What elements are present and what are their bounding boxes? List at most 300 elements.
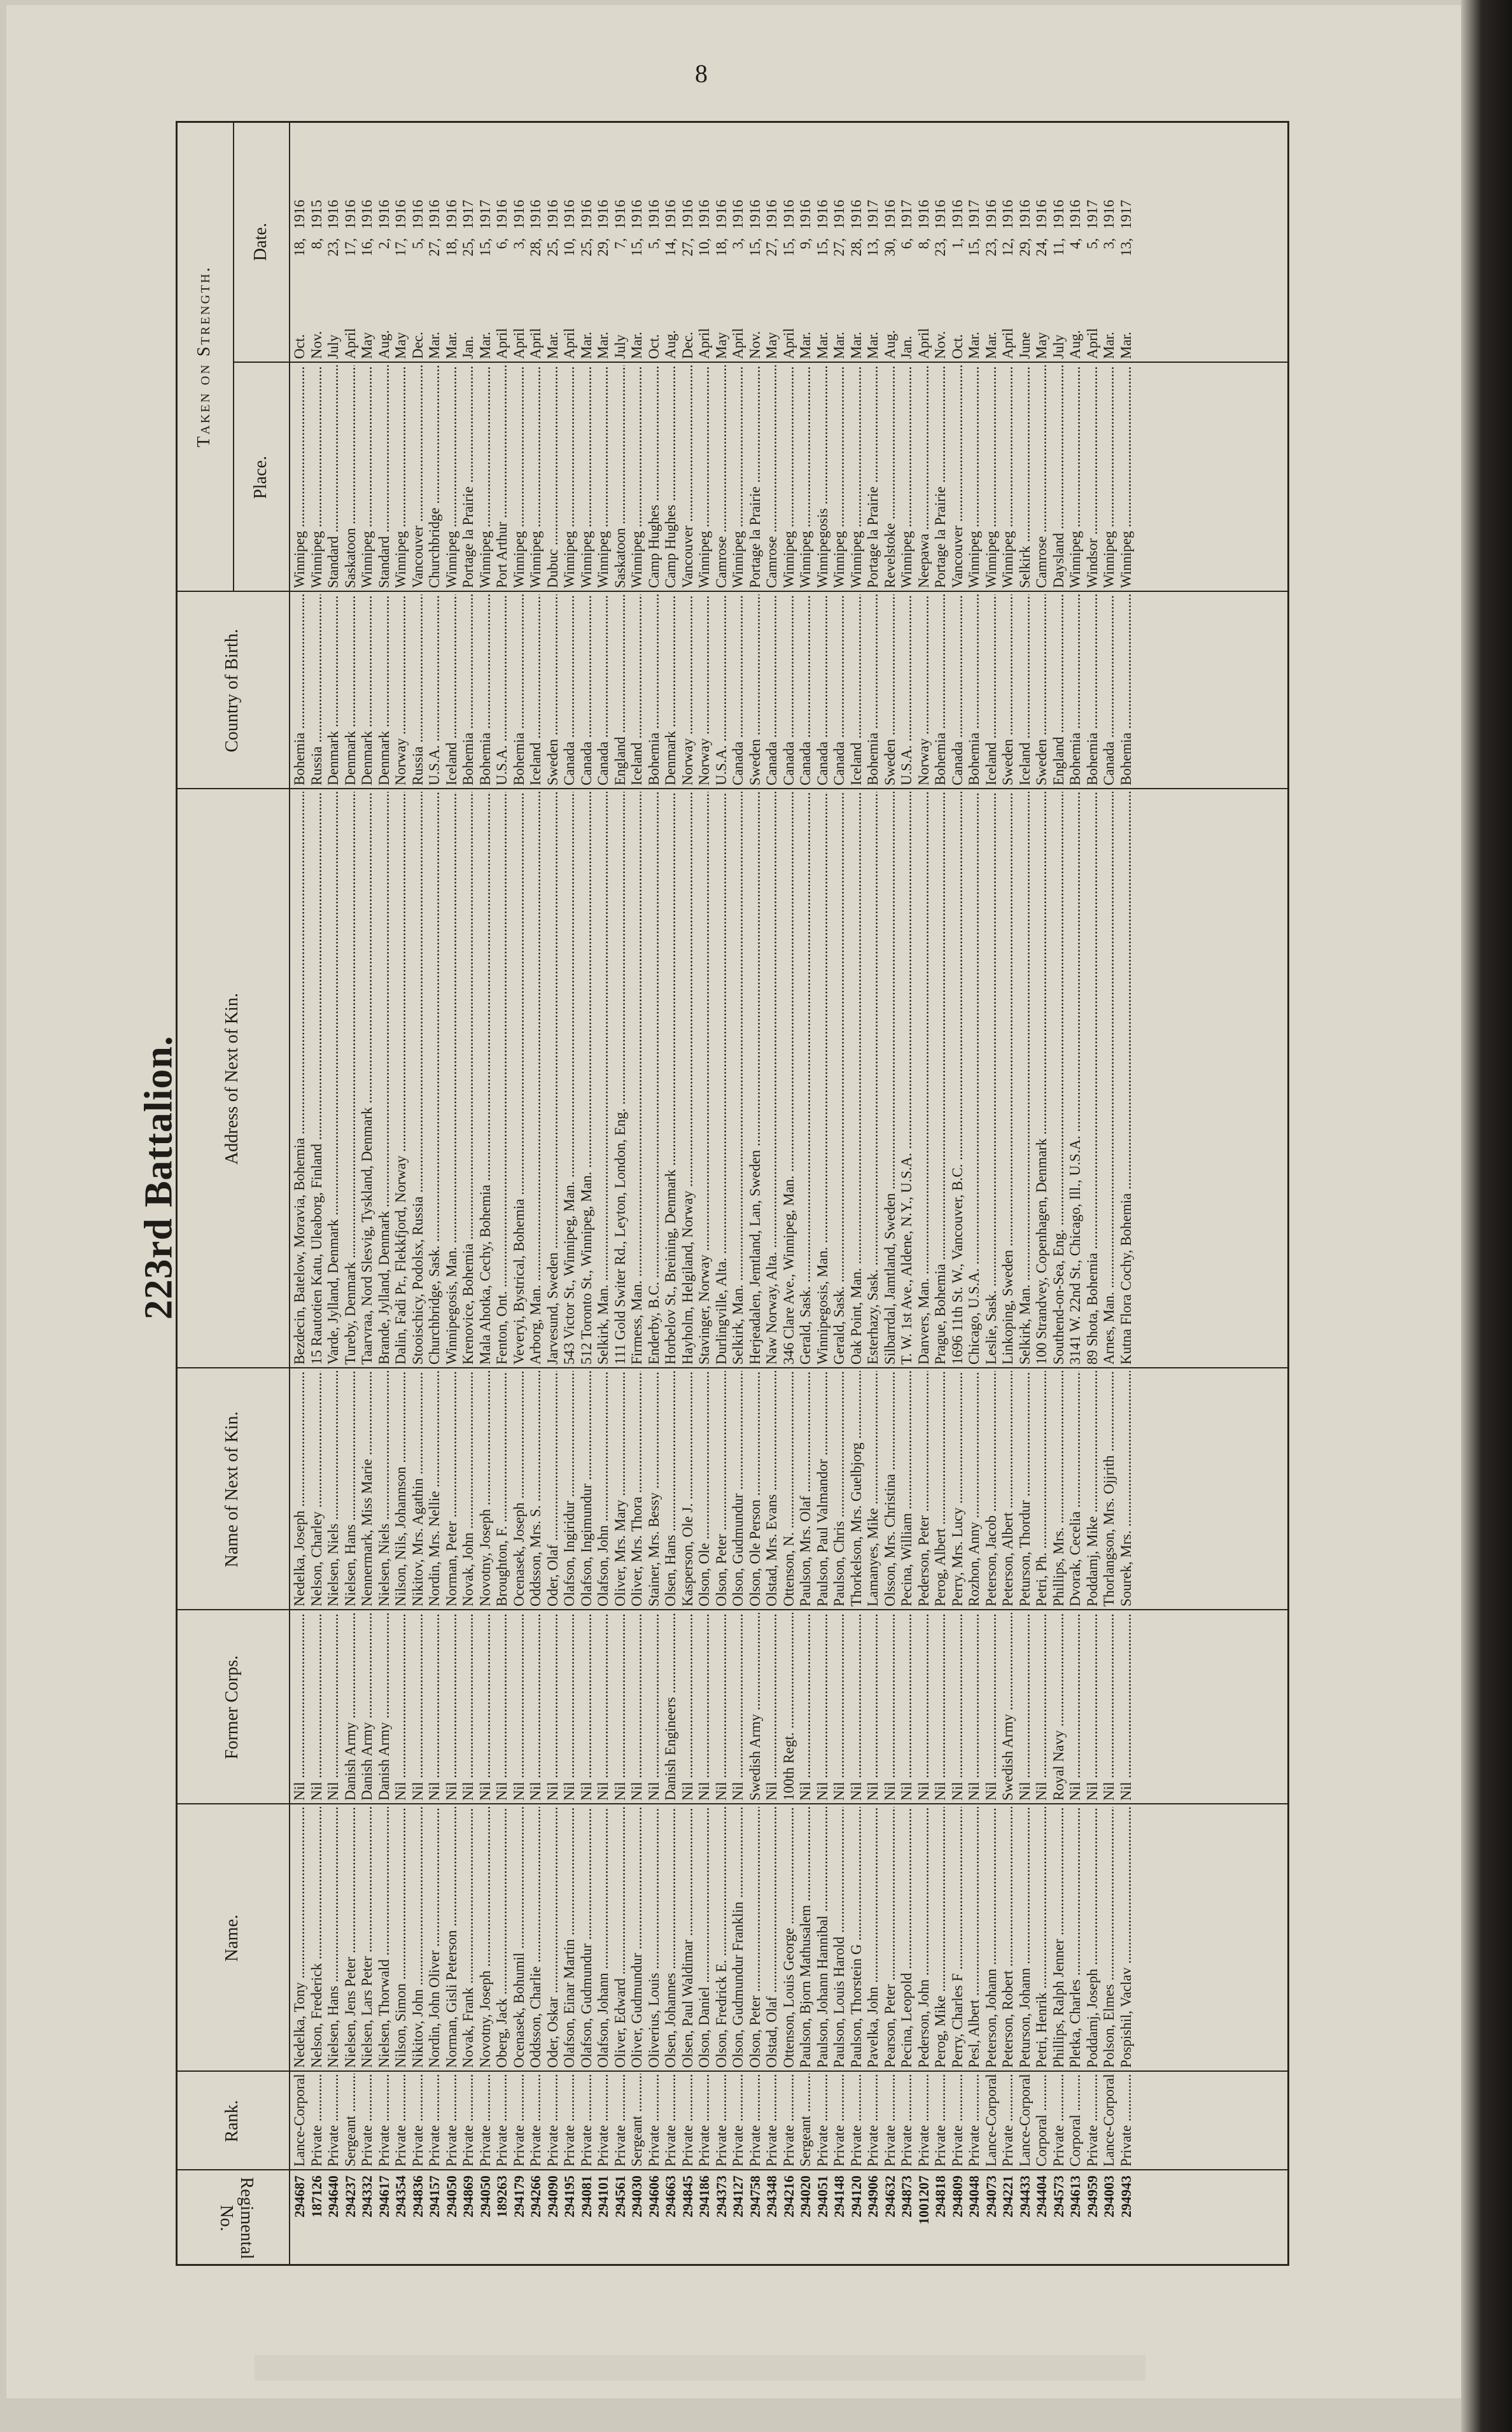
- cell-name: Pesl, Albert .....: [966, 1807, 983, 2068]
- cell-rank: Lance-Corporal .....: [1101, 2074, 1118, 2167]
- table-row: [916, 121, 933, 2266]
- cell-place: Winnipeg .....: [528, 365, 545, 588]
- cell-corps: Nil .....: [983, 1613, 1000, 1801]
- cell-year: 1916: [578, 200, 594, 229]
- table-row: [426, 121, 444, 2266]
- cell-name: Novotny, Joseph .....: [477, 1807, 494, 2068]
- cell-country: Russia .....: [309, 594, 326, 785]
- cell-year: 1916: [426, 200, 442, 229]
- cell-address: Herjeadalen, Jemtland, Lan, Sweden .....: [747, 792, 764, 1365]
- table-row: [932, 121, 949, 2266]
- table-row: [494, 121, 511, 2266]
- cell-country: Denmark .....: [359, 594, 376, 785]
- cell-year: 1916: [510, 200, 527, 229]
- table-row: [528, 121, 545, 2266]
- cell-country: U.S.A. .....: [713, 594, 731, 785]
- cell-kin: Oddsson, Mrs. S. .....: [528, 1371, 545, 1606]
- cell-address: Gerald, Sask. .....: [831, 792, 848, 1365]
- cell-month: Aug.: [1067, 330, 1083, 359]
- cell-corps: Nil .....: [528, 1613, 545, 1801]
- cell-name: Olson, Gudmundur Franklin .....: [730, 1807, 747, 2068]
- cell-kin: Olafson, John .....: [595, 1371, 612, 1606]
- cell-corps: Nil .....: [949, 1613, 967, 1801]
- cell-year: 1916: [1050, 200, 1067, 229]
- cell-name: Peterson, Robert .....: [1000, 1807, 1017, 2068]
- cell-country: Norway .....: [680, 594, 697, 785]
- header-regimental-no: Regimental No.: [216, 2177, 257, 2260]
- cell-day: 5,: [1084, 238, 1100, 250]
- cell-corps: Nil .....: [309, 1613, 326, 1801]
- cell-place: Vancouver .....: [949, 365, 967, 588]
- cell-place: Neepawa .....: [916, 365, 933, 588]
- cell-day: 24,: [1033, 238, 1049, 257]
- cell-country: Iceland .....: [983, 594, 1000, 785]
- cell-place: Winnipeg .....: [595, 365, 612, 588]
- header-rank: Rank.: [221, 2100, 242, 2142]
- cell-name: Paulson, Thorstein G .....: [848, 1807, 865, 2068]
- cell-month: April: [1084, 328, 1100, 359]
- cell-year: 1916: [1000, 200, 1016, 229]
- cell-month: Mar.: [578, 332, 594, 359]
- cell-corps: Nil .....: [460, 1613, 477, 1801]
- cell-rank: Private .....: [865, 2074, 882, 2167]
- table-row: [764, 121, 781, 2266]
- cell-country: Canada .....: [730, 594, 747, 785]
- cell-kin: Ottenson, N. .....: [781, 1371, 798, 1606]
- cell-month: April: [494, 328, 510, 359]
- cell-no: 294186: [696, 2175, 712, 2218]
- cell-name: Nielsen, Lars Peter .....: [359, 1807, 376, 2068]
- cell-year: 1916: [1101, 200, 1117, 229]
- cell-kin: Dvorak, Cecelia .....: [1067, 1371, 1084, 1606]
- cell-no: 294081: [578, 2175, 594, 2218]
- cell-name: Olsen, Paul Waldimar .....: [680, 1807, 697, 2068]
- page-smudge: [255, 2355, 1145, 2380]
- cell-country: Bohemia .....: [511, 594, 528, 785]
- cell-address: Selkirk, Man. .....: [730, 792, 747, 1365]
- cell-address: 1696 11th St. W., Vancouver, B.C. .....: [949, 792, 967, 1365]
- cell-month: May: [393, 332, 409, 359]
- cell-name: Oliver, Gudmundur .....: [629, 1807, 646, 2068]
- cell-address: 512 Toronto St., Winnipeg, Man. .....: [578, 792, 596, 1365]
- cell-corps: Nil .....: [1084, 1613, 1102, 1801]
- cell-year: 1916: [932, 200, 948, 229]
- table-row: [393, 121, 410, 2266]
- cell-name: Oliverius, Louis .....: [646, 1807, 663, 2068]
- cell-corps: Nil .....: [646, 1613, 663, 1801]
- cell-rank: Private .....: [444, 2074, 461, 2167]
- cell-rank: Sergeant .....: [797, 2074, 815, 2167]
- table-row: [747, 121, 764, 2266]
- cell-name: Petri, Henrik .....: [1033, 1807, 1051, 2068]
- cell-kin: Norman, Peter .....: [444, 1371, 461, 1606]
- cell-name: Olson, Daniel .....: [696, 1807, 713, 2068]
- cell-place: Camrose .....: [713, 365, 731, 588]
- cell-rank: Sergeant .....: [629, 2074, 646, 2167]
- cell-month: July: [1050, 334, 1067, 359]
- cell-kin: Nelson, Charley .....: [309, 1371, 326, 1606]
- cell-month: May: [713, 332, 729, 359]
- cell-month: Nov.: [308, 331, 325, 359]
- cell-rank: Private .....: [376, 2074, 393, 2167]
- cell-name: Phillips, Ralph Jenner .....: [1051, 1807, 1068, 2068]
- table-row: [899, 121, 916, 2266]
- cell-no: 294943: [1117, 2175, 1134, 2218]
- table-row: [612, 121, 629, 2266]
- cell-name: Nedelka, Tony .....: [291, 1807, 309, 2068]
- cell-corps: Nil .....: [730, 1613, 747, 1801]
- cell-month: Nov.: [746, 331, 763, 359]
- table-row: [730, 121, 747, 2266]
- table-row: [561, 121, 578, 2266]
- cell-month: Mar.: [797, 332, 813, 359]
- table-row: [629, 121, 646, 2266]
- table-row: [410, 121, 427, 2266]
- cell-address: Brande, Jylland, Denmark .....: [376, 792, 393, 1365]
- cell-place: Winnipeg .....: [629, 365, 646, 588]
- table-row: [545, 121, 562, 2266]
- cell-name: Olafson, Gudmundur .....: [578, 1807, 596, 2068]
- cell-month: Mar.: [595, 332, 611, 359]
- cell-country: Bohemia .....: [1084, 594, 1102, 785]
- cell-kin: Oliver, Mrs. Thora .....: [629, 1371, 646, 1606]
- cell-rank: Private .....: [1000, 2074, 1017, 2167]
- cell-kin: Olson, Ole Person .....: [747, 1371, 764, 1606]
- cell-corps: Nil .....: [713, 1613, 731, 1801]
- cell-rank: Private .....: [882, 2074, 899, 2167]
- table-row: [359, 121, 376, 2266]
- cell-corps: Nil .....: [797, 1613, 815, 1801]
- cell-month: May: [764, 332, 780, 359]
- cell-month: Jan.: [899, 335, 914, 359]
- cell-no: 294836: [409, 2175, 426, 2218]
- cell-place: Winnipeg .....: [1118, 365, 1135, 588]
- cell-name: Pletka, Charles .....: [1067, 1807, 1084, 2068]
- cell-address: Jarvesund, Sweden .....: [545, 792, 562, 1365]
- table-row: [797, 121, 815, 2266]
- cell-kin: Nielsen, Niels .....: [325, 1371, 342, 1606]
- cell-country: Canada .....: [949, 594, 967, 785]
- cell-address: Arborg, Man. .....: [528, 792, 545, 1365]
- cell-name: Peterson, Johann .....: [983, 1807, 1000, 2068]
- cell-corps: Swedish Army .....: [1000, 1613, 1017, 1801]
- cell-year: 1916: [679, 200, 696, 229]
- cell-year: 1916: [780, 200, 797, 229]
- cell-rank: Private .....: [916, 2074, 933, 2167]
- cell-place: Windsor .....: [1084, 365, 1102, 588]
- cell-corps: Swedish Army .....: [747, 1613, 764, 1801]
- cell-address: 15 Rautotien Katu, Uleaborg, Finland .....: [309, 792, 326, 1365]
- cell-country: Norway .....: [696, 594, 713, 785]
- cell-corps: Nil .....: [916, 1613, 933, 1801]
- cell-year: 1916: [291, 200, 307, 229]
- cell-month: Mar.: [1101, 332, 1117, 359]
- cell-address: Bezdecin, Batelow, Moravia, Bohemia .....: [291, 792, 309, 1365]
- cell-rank: Private .....: [1084, 2074, 1102, 2167]
- cell-month: July: [325, 334, 341, 359]
- cell-day: 5,: [645, 238, 662, 250]
- cell-place: Portage la Prairie .....: [460, 365, 477, 588]
- cell-corps: Nil .....: [477, 1613, 494, 1801]
- cell-no: 294758: [746, 2175, 763, 2218]
- cell-day: 25,: [544, 238, 561, 257]
- cell-place: Winnipeg .....: [561, 365, 578, 588]
- cell-country: Denmark .....: [325, 594, 342, 785]
- cell-name: Oliver, Edward .....: [612, 1807, 629, 2068]
- cell-place: Winnipeg .....: [291, 365, 309, 588]
- cell-no: 294354: [393, 2175, 409, 2218]
- cell-rank: Private .....: [1051, 2074, 1068, 2167]
- cell-address: Fenton, Ont. .....: [494, 792, 511, 1365]
- table-row: [1033, 121, 1051, 2266]
- cell-year: 1916: [629, 200, 645, 229]
- cell-no: 294221: [1000, 2175, 1016, 2218]
- cell-country: Iceland .....: [528, 594, 545, 785]
- cell-year: 1916: [443, 200, 459, 229]
- cell-address: Varde, Jylland, Denmark .....: [325, 792, 342, 1365]
- cell-kin: Peterson, Jacob .....: [983, 1371, 1000, 1606]
- cell-year: 1916: [730, 200, 746, 229]
- cell-year: 1916: [342, 200, 358, 229]
- table-row: [815, 121, 832, 2266]
- cell-rank: Private .....: [1118, 2074, 1135, 2167]
- cell-year: 1916: [544, 200, 561, 229]
- header-date: Date.: [250, 223, 270, 261]
- cell-country: Bohemia .....: [1067, 594, 1084, 785]
- cell-year: 1917: [966, 200, 982, 229]
- cell-address: Winnipegosis, Man. .....: [444, 792, 461, 1365]
- cell-kin: Thorkelson, Mrs. Guelbjorg .....: [848, 1371, 865, 1606]
- cell-no: 294906: [865, 2175, 881, 2218]
- cell-name: Oddsson, Charlie .....: [528, 1807, 545, 2068]
- cell-name: Olstad, Olaf .....: [764, 1807, 781, 2068]
- cell-corps: Nil .....: [578, 1613, 596, 1801]
- cell-rank: Private .....: [848, 2074, 865, 2167]
- cell-month: Mar.: [426, 332, 442, 359]
- cell-no: 294003: [1101, 2175, 1117, 2218]
- cell-rank: Private .....: [309, 2074, 326, 2167]
- cell-kin: Perry, Mrs. Lucy .....: [949, 1371, 967, 1606]
- cell-kin: Peterson, Albert .....: [1000, 1371, 1017, 1606]
- cell-place: Winnipeg .....: [730, 365, 747, 588]
- cell-name: Perog, Mike .....: [932, 1807, 949, 2068]
- cell-year: 1916: [764, 200, 780, 229]
- cell-rank: Private .....: [696, 2074, 713, 2167]
- cell-name: Pavelka, John .....: [865, 1807, 882, 2068]
- table-row: [696, 121, 713, 2266]
- cell-country: Canada .....: [1101, 594, 1118, 785]
- cell-day: 25,: [460, 238, 476, 257]
- cell-day: 18,: [713, 238, 729, 257]
- cell-place: Winnipeg .....: [511, 365, 528, 588]
- cell-rank: Private .....: [578, 2074, 596, 2167]
- cell-name: Polson, Elmes .....: [1101, 1807, 1118, 2068]
- cell-month: Dec.: [409, 332, 426, 359]
- cell-day: 23,: [325, 238, 341, 257]
- cell-kin: Paulson, Mrs. Olaf .....: [797, 1371, 815, 1606]
- cell-address: Stooischicy, Podolsx, Russia .....: [410, 792, 427, 1365]
- cell-corps: Nil .....: [1017, 1613, 1034, 1801]
- cell-kin: Oder, Olaf .....: [545, 1371, 562, 1606]
- cell-day: 28,: [528, 238, 543, 257]
- cell-name: Norman, Gisli Peterson .....: [444, 1807, 461, 2068]
- cell-corps: Nil .....: [561, 1613, 578, 1801]
- cell-month: Mar.: [814, 332, 830, 359]
- table-row: [444, 121, 461, 2266]
- cell-place: Port Arthur .....: [494, 365, 511, 588]
- cell-rank: Private .....: [494, 2074, 511, 2167]
- cell-name: Peturson, Johann .....: [1017, 1807, 1034, 2068]
- cell-country: Iceland .....: [444, 594, 461, 785]
- cell-day: 11,: [1050, 238, 1067, 256]
- cell-month: Aug.: [375, 330, 392, 359]
- cell-address: Hayholm, Helgiland, Norway .....: [680, 792, 697, 1365]
- cell-name: Nielsen, Hans .....: [325, 1807, 342, 2068]
- cell-address: 111 Gold Switer Rd., Leyton, London, Eng. .....: [612, 792, 629, 1365]
- cell-corps: Nil .....: [545, 1613, 562, 1801]
- cell-year: 1916: [949, 200, 965, 229]
- cell-name: Oder, Oskar .....: [545, 1807, 562, 2068]
- cell-month: April: [561, 328, 577, 359]
- cell-address: Silbarrdal, Jamtland, Sweden .....: [882, 792, 899, 1365]
- cell-month: Dec.: [679, 332, 696, 359]
- cell-country: Iceland .....: [1017, 594, 1034, 785]
- cell-place: Camp Hughes .....: [646, 365, 663, 588]
- cell-corps: Nil .....: [831, 1613, 848, 1801]
- cell-year: 1917: [865, 200, 881, 229]
- cell-name: Pederson, John .....: [916, 1807, 933, 2068]
- page-number: 8: [695, 59, 708, 88]
- table-row: [662, 121, 680, 2266]
- cell-year: 1917: [1117, 200, 1134, 229]
- cell-place: Saskatoon .....: [342, 365, 360, 588]
- cell-name: Pospishil, Vaclav .....: [1118, 1807, 1135, 2068]
- cell-day: 15,: [966, 238, 982, 257]
- cell-rank: Lance-Corporal .....: [983, 2074, 1000, 2167]
- cell-rank: Private .....: [511, 2074, 528, 2167]
- cell-kin: Phillips, Mrs. .....: [1051, 1371, 1068, 1606]
- cell-year: 1916: [797, 200, 813, 229]
- cell-rank: Private .....: [764, 2074, 781, 2167]
- cell-month: April: [915, 328, 932, 359]
- cell-country: Canada .....: [595, 594, 612, 785]
- cell-corps: Nil .....: [325, 1613, 342, 1801]
- cell-kin: Paulson, Chris .....: [831, 1371, 848, 1606]
- cell-place: Selkirk .....: [1017, 365, 1034, 588]
- cell-day: 15,: [629, 238, 645, 257]
- cell-address: Krenovice, Bohemia .....: [460, 792, 477, 1365]
- cell-month: April: [1000, 328, 1016, 359]
- cell-day: 27,: [764, 238, 780, 257]
- cell-kin: Poddamj, Mike .....: [1084, 1371, 1102, 1606]
- cell-country: Sweden .....: [882, 594, 899, 785]
- cell-year: 1916: [528, 200, 543, 229]
- cell-rank: Private .....: [359, 2074, 376, 2167]
- cell-kin: Ocenasek, Joseph .....: [511, 1371, 528, 1606]
- header-name: Name.: [221, 1915, 242, 1962]
- cell-day: 9,: [797, 238, 813, 250]
- cell-no: 1001207: [915, 2175, 932, 2225]
- cell-corps: Nil .....: [848, 1613, 865, 1801]
- cell-year: 1916: [1016, 200, 1033, 229]
- cell-month: April: [342, 328, 358, 359]
- cell-month: Aug.: [662, 330, 678, 359]
- cell-month: Mar.: [983, 332, 999, 359]
- cell-name: Pecina, Leopold .....: [899, 1807, 916, 2068]
- cell-address: Dalin, Fadi Pr., Flekkfjord, Norway .....: [393, 792, 410, 1365]
- header-former-corps: Former Corps.: [221, 1655, 242, 1760]
- cell-no: 294216: [780, 2175, 797, 2218]
- cell-country: Sweden .....: [545, 594, 562, 785]
- cell-year: 1917: [477, 200, 493, 229]
- table-row: [325, 121, 342, 2266]
- cell-day: 1,: [949, 238, 965, 250]
- cell-month: April: [528, 328, 543, 359]
- cell-no: 187126: [308, 2175, 325, 2218]
- cell-address: Prague, Bohemia .....: [932, 792, 949, 1365]
- cell-kin: Olson, Peter .....: [713, 1371, 731, 1606]
- cell-year: 1916: [1067, 200, 1083, 229]
- table-row: [1067, 121, 1084, 2266]
- cell-day: 17,: [393, 238, 409, 257]
- cell-kin: Nielsen, Hans .....: [342, 1371, 360, 1606]
- cell-name: Olson, Fredrick E. .....: [713, 1807, 731, 2068]
- cell-name: Pearson, Peter .....: [882, 1807, 899, 2068]
- cell-day: 27,: [426, 238, 442, 257]
- cell-day: 3,: [730, 238, 746, 250]
- cell-rank: Private .....: [612, 2074, 629, 2167]
- table-row: [949, 121, 967, 2266]
- cell-rank: Private .....: [528, 2074, 545, 2167]
- cell-day: 13,: [865, 238, 881, 257]
- cell-name: Ottenson, Louis George .....: [781, 1807, 798, 2068]
- cell-rank: Private .....: [949, 2074, 967, 2167]
- cell-corps: 100th Regt. .....: [781, 1613, 798, 1801]
- cell-year: 1917: [460, 200, 476, 229]
- cell-place: Winnipeg .....: [444, 365, 461, 588]
- cell-rank: Corporal .....: [1033, 2074, 1051, 2167]
- cell-rank: Private .....: [545, 2074, 562, 2167]
- cell-country: Canada .....: [578, 594, 596, 785]
- cell-day: 13,: [1117, 238, 1134, 257]
- cell-name: Nielsen, Thorwald .....: [376, 1807, 393, 2068]
- cell-name: Olson, Peter .....: [747, 1807, 764, 2068]
- cell-day: 2,: [375, 238, 392, 250]
- cell-corps: Nil .....: [410, 1613, 427, 1801]
- cell-day: 18,: [291, 238, 307, 257]
- cell-month: April: [780, 328, 797, 359]
- cell-name: Paulson, Louis Harold .....: [831, 1807, 848, 2068]
- cell-country: Canada .....: [561, 594, 578, 785]
- cell-rank: Lance-Corporal .....: [1017, 2074, 1034, 2167]
- cell-corps: Royal Navy .....: [1051, 1613, 1068, 1801]
- cell-address: Esterhazy, Sask. .....: [865, 792, 882, 1365]
- cell-kin: Paulson, Paul Valmandor .....: [815, 1371, 832, 1606]
- cell-place: Vancouver .....: [410, 365, 427, 588]
- cell-year: 1916: [409, 200, 426, 229]
- book-spine: [1461, 0, 1512, 2432]
- cell-country: Norway .....: [916, 594, 933, 785]
- cell-country: Russia .....: [410, 594, 427, 785]
- cell-country: Bohemia .....: [460, 594, 477, 785]
- cell-place: Dubuc .....: [545, 365, 562, 588]
- cell-corps: Nil .....: [393, 1613, 410, 1801]
- cell-address: Durlingville, Alta. .....: [713, 792, 731, 1365]
- cell-rank: Private .....: [325, 2074, 342, 2167]
- table-row: [460, 121, 477, 2266]
- table-row: [477, 121, 494, 2266]
- cell-kin: Olsen, Hans .....: [662, 1371, 680, 1606]
